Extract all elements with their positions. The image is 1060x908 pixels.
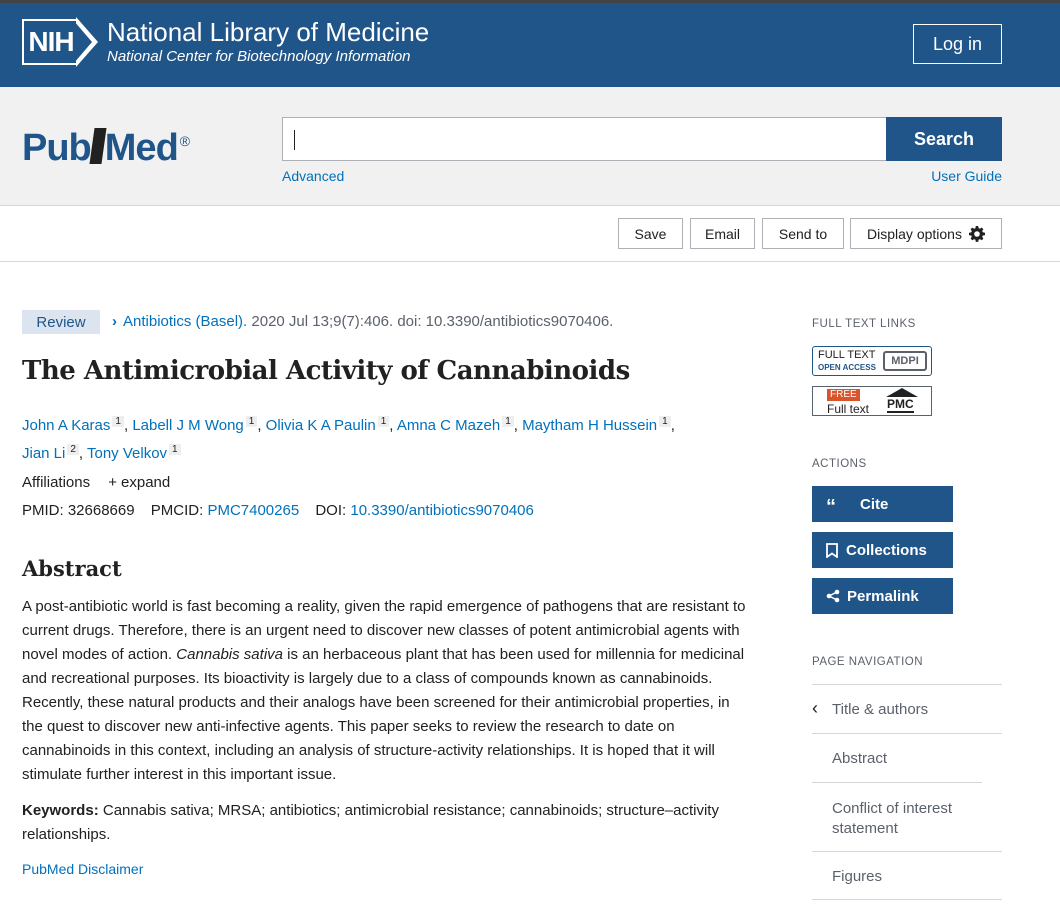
nav-item-label: Conflict of interest statement xyxy=(832,800,953,837)
chevron-right-icon: › xyxy=(112,313,117,330)
affiliation-ref[interactable]: 1 xyxy=(169,444,181,455)
full-text-links-heading: FULL TEXT LINKS xyxy=(812,318,916,330)
collections-label: Collections xyxy=(846,541,927,559)
mdpi-logo: MDPI xyxy=(883,351,927,371)
user-guide-link[interactable]: User Guide xyxy=(931,168,1002,184)
nav-item-abstract[interactable] xyxy=(812,733,1002,782)
share-icon xyxy=(826,589,840,603)
advanced-search-link[interactable]: Advanced xyxy=(282,168,345,184)
plus-icon[interactable]: + xyxy=(108,474,118,491)
doi-label: DOI: xyxy=(315,502,347,519)
author-link[interactable]: Tony Velkov xyxy=(87,445,168,462)
mdpi-full-text-link[interactable] xyxy=(812,346,932,376)
logo-med: Med xyxy=(104,127,178,169)
pmid-value: 32668669 xyxy=(67,502,135,519)
nih-badge: NIH xyxy=(22,19,78,65)
permalink-label: Permalink xyxy=(847,587,919,605)
send-to-button[interactable] xyxy=(762,218,844,249)
author-list: John A Karas $^1$ , Labell J M Wong $^1$ , Olivia K A Paulin $^1$ , Amna C Mazeh $^1$ , Maytham H Hussein $^1$ , Jian Li $^2$ , Tony Velkov $^1$ xyxy=(22,416,675,462)
affiliation-ref[interactable]: 1 xyxy=(659,416,671,427)
keywords-text: Cannabis sativa; MRSA; antibiotics; antimicrobial resistance; cannabinoids; structure–activity relationships. xyxy=(22,802,719,843)
search-area xyxy=(0,87,1060,206)
nav-item-label: Title & authors xyxy=(832,701,929,718)
nav-item-figures[interactable] xyxy=(812,851,1002,900)
cite-label: Cite xyxy=(860,495,889,513)
text-caret xyxy=(294,130,295,150)
author-link[interactable]: Olivia K A Paulin xyxy=(265,417,376,434)
quote-icon: “ xyxy=(826,496,836,518)
nih-subtitle: National Center for Biotechnology Information xyxy=(107,48,411,65)
actions-heading: ACTIONS xyxy=(812,458,867,470)
pmc-free-badge: FREE xyxy=(827,389,860,401)
article-toolbar xyxy=(0,206,1060,262)
affiliation-ref[interactable]: 1 xyxy=(246,416,258,427)
identifiers-row xyxy=(22,502,534,519)
page-navigation xyxy=(812,684,1002,900)
logo-pub: Pub xyxy=(22,127,91,169)
login-button[interactable]: Log in xyxy=(913,24,1002,64)
affiliation-ref[interactable]: 1 xyxy=(502,416,514,427)
expand-toggle[interactable]: expand xyxy=(121,474,171,491)
pmcid-label: PMCID: xyxy=(150,502,204,519)
review-badge: Review xyxy=(22,310,100,334)
pubmed-logo[interactable] xyxy=(22,127,189,170)
send-to-label: Send to xyxy=(778,225,828,242)
nav-item-title-authors[interactable] xyxy=(812,684,1002,733)
pmc-logo: PMC xyxy=(887,397,914,411)
pmc-full-text-link[interactable] xyxy=(812,386,932,416)
author-link[interactable]: Amna C Mazeh xyxy=(396,417,501,434)
logo-registered: ® xyxy=(179,133,190,150)
gear-icon xyxy=(969,226,985,242)
search-button[interactable]: Search xyxy=(886,117,1002,161)
email-button[interactable]: Email xyxy=(690,218,755,249)
pmc-roof-icon xyxy=(886,388,918,397)
nav-item-label: Abstract xyxy=(832,750,888,767)
permalink-button[interactable] xyxy=(812,578,953,614)
nih-text[interactable] xyxy=(107,17,429,65)
display-options-label: Display options xyxy=(867,225,962,242)
doi-link[interactable]: 10.3390/antibiotics9070406 xyxy=(350,502,534,519)
nih-arrow-icon xyxy=(76,17,98,67)
author-link[interactable]: John A Karas xyxy=(22,417,111,434)
bookmark-icon xyxy=(826,543,838,558)
keywords xyxy=(22,799,742,847)
mdpi-line2: OPEN ACCESS xyxy=(818,363,876,372)
abstract-text: A post-antibiotic world is fast becoming a reality, given the rapid emergence of pathogens that are resistant to current drugs. Therefore, there is an urgent need to discover new classes of potent antimicrobial agents with novel modes of action. Cannabis sativa is an herbaceous plant that has been used for millennia for medicinal and recreational purposes. Its bioactivity is largely due to a class of compounds known as cannabinoids. Recently, these natural products and their analogs have been screened for their antimicrobial properties, in the quest to discover new anti-infective agents. This paper seeks to review the research to date on cannabinoids in this context, including an analysis of structure-activity relationships. It is hoped that it will stimulate further interest in this important issue. xyxy=(22,598,746,783)
affiliation-ref[interactable]: 1 xyxy=(378,416,390,427)
affiliation-ref[interactable]: 1 xyxy=(112,416,124,427)
chevron-left-icon: ‹ xyxy=(812,698,818,718)
affiliations-label: Affiliations xyxy=(22,474,91,491)
affiliations-row xyxy=(22,474,170,491)
citation-text: 2020 Jul 13;9(7):406. doi: 10.3390/antibiotics9070406. xyxy=(247,313,614,330)
page-navigation-heading: PAGE NAVIGATION xyxy=(812,656,924,668)
disclaimer-link[interactable]: PubMed Disclaimer xyxy=(22,861,144,877)
citation-line xyxy=(112,313,613,330)
nih-banner xyxy=(0,0,1060,87)
journal-link[interactable]: Antibiotics (Basel). xyxy=(123,313,248,330)
save-button[interactable]: Save xyxy=(618,218,683,249)
nav-item-label: Figures xyxy=(832,868,883,885)
article-title: The Antimicrobial Activity of Cannabinoids xyxy=(22,356,630,386)
pmc-full-label: Full text xyxy=(827,402,870,416)
display-options-button[interactable] xyxy=(850,218,1002,249)
author-link[interactable]: Labell J M Wong xyxy=(132,417,244,434)
keywords-label: Keywords: xyxy=(22,802,99,819)
nih-title: National Library of Medicine xyxy=(107,17,430,47)
pmcid-link[interactable]: PMC7400265 xyxy=(207,502,300,519)
search-input[interactable] xyxy=(282,117,887,161)
cite-button[interactable] xyxy=(812,486,953,522)
author-link[interactable]: Jian Li xyxy=(22,445,66,462)
book-icon xyxy=(89,128,106,164)
nih-logo[interactable] xyxy=(22,17,98,67)
mdpi-line1: FULL TEXT xyxy=(818,349,876,361)
affiliation-ref[interactable]: 2 xyxy=(67,444,79,455)
pmid-label: PMID: xyxy=(22,502,64,519)
author-link[interactable]: Maytham H Hussein xyxy=(522,417,658,434)
collections-button[interactable] xyxy=(812,532,953,568)
nav-item-conflict[interactable] xyxy=(812,782,982,851)
abstract-heading: Abstract xyxy=(22,556,122,581)
